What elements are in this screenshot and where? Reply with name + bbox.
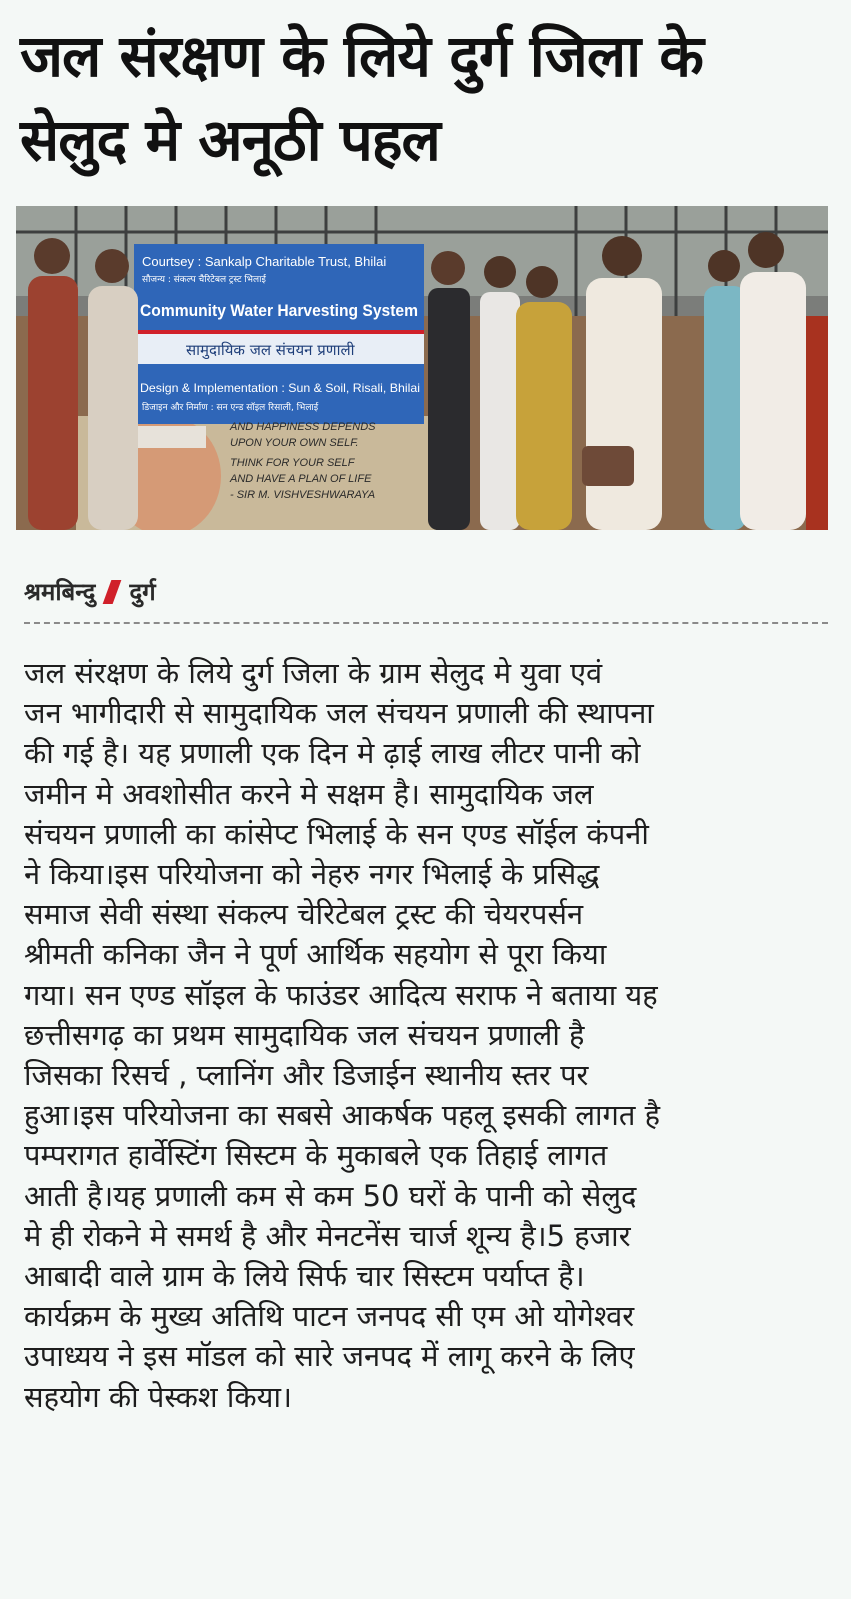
article-line: श्रीमती कनिका जैन ने पूर्ण आर्थिक सहयोग से पूरा किया (24, 937, 607, 972)
article-line: मे ही रोकने मे समर्थ है और मेनटनेंस चार्ज शून्य है।5 हजार (24, 1218, 631, 1253)
article-line: संचयन प्रणाली का कांसेप्ट भिलाई के सन एण्ड सॉईल कंपनी (24, 816, 649, 851)
sign-design-hindi: डिजाइन और निर्माण : सन एन्ड सॉइल रिसाली, भिलाई (142, 403, 319, 413)
article-line: जमीन मे अवशोसीत करने मे सक्षम है। सामुदायिक जल (24, 776, 594, 811)
article-line: आबादी वाले ग्राम के लिये सिर्फ चार सिस्टम पर्याप्त है। (24, 1259, 585, 1294)
article-line: की गई है। यह प्रणाली एक दिन मे ढ़ाई लाख लीटर पानी को (24, 736, 641, 771)
article-line: उपाध्यय ने इस मॉडल को सारे जनपद में लागू करने के लिए (24, 1339, 635, 1374)
article-line: पम्परागत हार्वेस्टिंग सिस्टम के मुकाबले एक तिहाई लागत (24, 1138, 608, 1173)
mural-line-4: AND HAVE A PLAN OF LIFE (230, 473, 372, 485)
article-line: समाज सेवी संस्था संकल्प चेरिटेबल ट्रस्ट की चेयरपर्सन (24, 897, 584, 932)
article-line: कार्यक्रम के मुख्य अतिथि पाटन जनपद सी एम ओ योगेश्वर (24, 1299, 635, 1334)
mural-line-5: - SIR M. VISHVESHWARAYA (230, 489, 376, 501)
sign-courtesy-hindi: सौजन्य : संकल्प चैरिटेबल ट्रस्ट भिलाई (142, 275, 266, 285)
article-line: गया। सन एण्ड सॉइल के फाउंडर आदित्य सराफ ने बताया यह (24, 977, 658, 1012)
headline-line-1: जल संरक्षण के लिये दुर्ग जिला के (20, 22, 703, 90)
article-line: जल संरक्षण के लिये दुर्ग जिला के ग्राम सेलुद मे युवा एवं (24, 656, 603, 690)
dateline-source: श्रमबिन्दु (24, 578, 96, 606)
article-line: जन भागीदारी से सामुदायिक जल संचयन प्रणाली की स्थापना (24, 696, 654, 731)
article-body (24, 653, 834, 1417)
sign-courtesy: Courtsey : Sankalp Charitable Trust, Bhilai (142, 254, 387, 269)
article-line: ने किया।इस परियोजना को नेहरु नगर भिलाई के प्रसिद्ध (24, 857, 600, 892)
mural-line-2: UPON YOUR OWN SELF. (230, 437, 359, 449)
mural-line-3: THINK FOR YOUR SELF (230, 457, 355, 469)
news-photo (16, 206, 828, 530)
article-line: छत्तीसगढ़ का प्रथम सामुदायिक जल संचयन प्रणाली है (24, 1017, 585, 1052)
dateline-place: दुर्ग (129, 578, 156, 606)
article-line: आती है।यह प्रणाली कम से कम 50 घरों के पानी को सेलुद (24, 1178, 637, 1213)
headline (20, 14, 820, 182)
sign-title: Community Water Harvesting System (140, 301, 418, 320)
news-photo-illustration (16, 206, 828, 530)
dashed-divider (24, 622, 828, 624)
mural-line-1: AND HAPPINESS DEPENDS (230, 421, 376, 433)
article-line: जिसका रिसर्च , प्लानिंग और डिजाईन स्थानीय स्तर पर (24, 1058, 589, 1093)
headline-line-2: सेलुद मे अनूठी पहल (20, 106, 440, 174)
article-line: सहयोग की पेस्कश किया। (24, 1379, 292, 1414)
sign-design: Design & Implementation : Sun & Soil, Risali, Bhilai (140, 381, 420, 395)
article-line: हुआ।इस परियोजना का सबसे आकर्षक पहलू इसकी लागत है (24, 1098, 660, 1133)
sign-title-hindi: सामुदायिक जल संचयन प्रणाली (186, 341, 355, 359)
dateline-separator (103, 580, 122, 604)
dateline (24, 575, 156, 608)
